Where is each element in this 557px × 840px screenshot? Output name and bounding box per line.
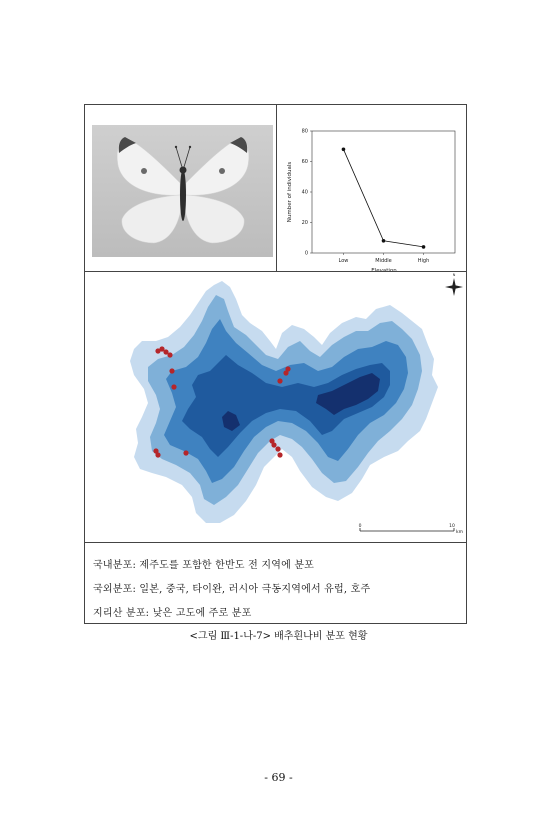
north-arrow-icon — [445, 273, 463, 296]
observation-point — [183, 450, 188, 455]
scale-unit: km — [456, 530, 463, 535]
data-point — [382, 239, 386, 243]
observation-point — [285, 366, 290, 371]
data-point — [422, 245, 426, 249]
distribution-map — [86, 271, 466, 541]
y-tick-label: 60 — [301, 159, 308, 166]
observation-point — [277, 378, 282, 383]
y-tick-label: 20 — [301, 220, 308, 227]
x-tick-label: High — [417, 258, 430, 264]
figure-frame — [84, 104, 467, 624]
page-number: - 69 - — [264, 771, 293, 784]
jirisan-distribution-text: 지리산 분포: 낮은 고도에 주로 분포 — [93, 608, 252, 619]
y-tick-label: 0 — [304, 250, 308, 257]
elevation-chart — [277, 111, 462, 271]
x-tick-label: Low — [338, 258, 349, 264]
svg-text:N: N — [452, 273, 456, 277]
observation-point — [155, 452, 160, 457]
chart-marks — [342, 148, 426, 249]
map-svg — [86, 271, 466, 541]
observation-point — [277, 452, 282, 457]
x-axis-label: Elevation — [371, 268, 397, 271]
chart-svg — [277, 111, 462, 271]
x-tick-label: Middle — [375, 258, 392, 264]
divider — [85, 542, 466, 543]
y-axis-label: Number of individuals — [287, 161, 293, 223]
scale-bar — [359, 523, 463, 535]
overseas-distribution-text: 국외분포: 일본, 중국, 타이완, 러시아 극동지역에서 유럽, 호주 — [93, 584, 371, 595]
chart-ticks — [302, 129, 430, 264]
plot-area — [312, 131, 455, 253]
observation-point — [171, 384, 176, 389]
series-line — [343, 149, 423, 247]
data-point — [342, 148, 346, 152]
figure-caption: <그림 Ⅲ-1-나-7> 배추흰나비 분포 현황 — [189, 631, 368, 642]
observation-point — [169, 368, 174, 373]
observation-point — [275, 446, 280, 451]
butterfly-photo — [92, 125, 273, 257]
scale-end: 10 — [449, 524, 455, 529]
y-tick-label: 80 — [301, 128, 308, 135]
domestic-distribution-text: 국내분포: 제주도를 포함한 한반도 전 지역에 분포 — [93, 560, 315, 571]
y-tick-label: 40 — [301, 189, 308, 196]
observation-point — [167, 352, 172, 357]
scale-start: 0 — [358, 524, 362, 529]
observation-point — [271, 442, 276, 447]
